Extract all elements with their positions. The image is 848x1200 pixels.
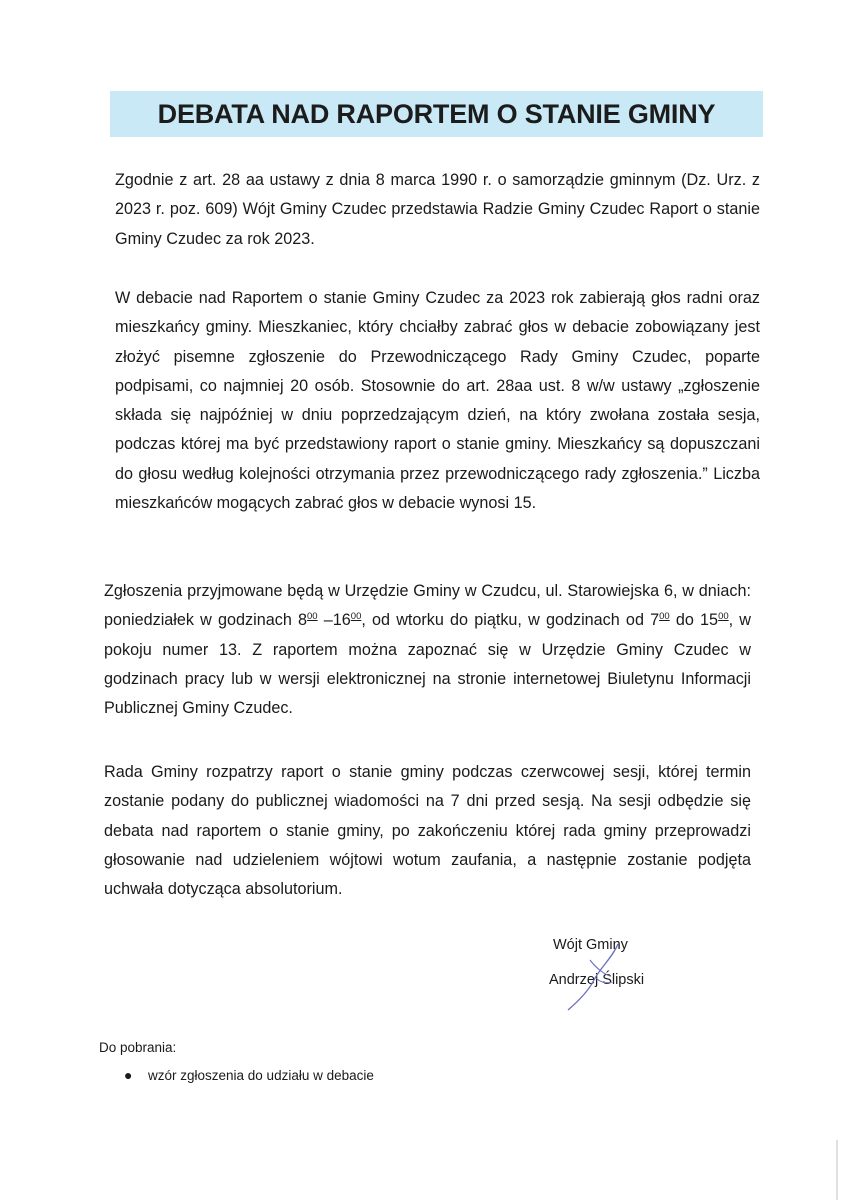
downloads-list — [124, 1068, 374, 1083]
superscript-minutes: 00 — [350, 611, 362, 623]
text-segment: , od wtorku do piątku, w godzinach od 7 — [361, 611, 660, 630]
text-segment: –16 — [317, 611, 351, 630]
handwritten-signature-icon — [560, 938, 630, 1018]
paragraph-submission-hours — [104, 577, 751, 723]
download-link[interactable]: wzór zgłoszenia do udziału w debacie — [148, 1068, 374, 1083]
superscript-minutes: 00 — [659, 611, 670, 623]
superscript-minutes: 00 — [307, 611, 318, 623]
text-segment: do 15 — [669, 611, 719, 630]
paragraph-session-info: Rada Gminy rozpatrzy raport o stanie gminy podczas czerwcowej sesji, której termin zostanie podany do publicznej wiadomości na 7 dni przed sesją. Na sesji odbędzie się debata nad raportem o stanie gminy, po zakończeniu której rada gminy przeprowadzi głosowanie nad udzieleniem wójtowi wotum zaufania, a następnie zostanie podjęta uchwała dotycząca absolutorium. — [104, 763, 751, 899]
page-title: DEBATA NAD RAPORTEM O STANIE GMINY — [157, 99, 716, 129]
scan-edge-line — [836, 1140, 838, 1200]
bullet-icon: ● — [124, 1067, 133, 1083]
signature-title: Wójt Gminy — [553, 937, 628, 953]
text-segment: Zgłoszenia przyjmowane będą w Urzędzie Gminy w Czudcu, ul. Starowiejska 6, w dniach: poniedziałek w godzinach 8 — [104, 582, 751, 630]
paragraph-debate-rules: W debacie nad Raportem o stanie Gminy Czudec za 2023 rok zabierają głos radni oraz mieszkańcy gminy. Mieszkaniec, który chciałby zabrać głos w debacie zobowiązany jest złożyć pisemne zgłoszenie do Przewodniczącego Rady Gminy Czudec, poparte podpisami, co najmniej 20 osób. Stosownie do art. 28aa ust. 8 w/w ustawy „zgłoszenie składa się najpóźniej w dniu poprzedzającym dzień, na który zwołana została sesja, podczas której ma być przedstawiony raport o stanie gminy. Mieszkańcy są dopuszczani do głosu według kolejności otrzymania przez przewodniczącego rady zgłoszenia.” Liczba mieszkańców mogących zabrać głos w debacie wynosi 15. — [115, 289, 760, 513]
signature-name: Andrzej Ślipski — [549, 972, 645, 988]
text-segment: , w pokoju numer 13. Z raportem można zapoznać się w Urzędzie Gminy Czudec w godzinach pracy lub w wersji elektronicznej na stronie internetowej Biuletynu Informacji Publicznej Gminy Czudec. — [104, 611, 752, 718]
paragraph-legal-basis: Zgodnie z art. 28 aa ustawy z dnia 8 marca 1990 r. o samorządzie gminnym (Dz. Urz. z 2023 r. poz. 609) Wójt Gminy Czudec przedstawia Radzie Gminy Czudec Raport o stanie Gminy Czudec za rok 2023. — [115, 171, 760, 248]
list-item[interactable] — [124, 1068, 374, 1083]
superscript-minutes: 00 — [718, 611, 729, 623]
downloads-label: Do pobrania: — [99, 1040, 177, 1055]
